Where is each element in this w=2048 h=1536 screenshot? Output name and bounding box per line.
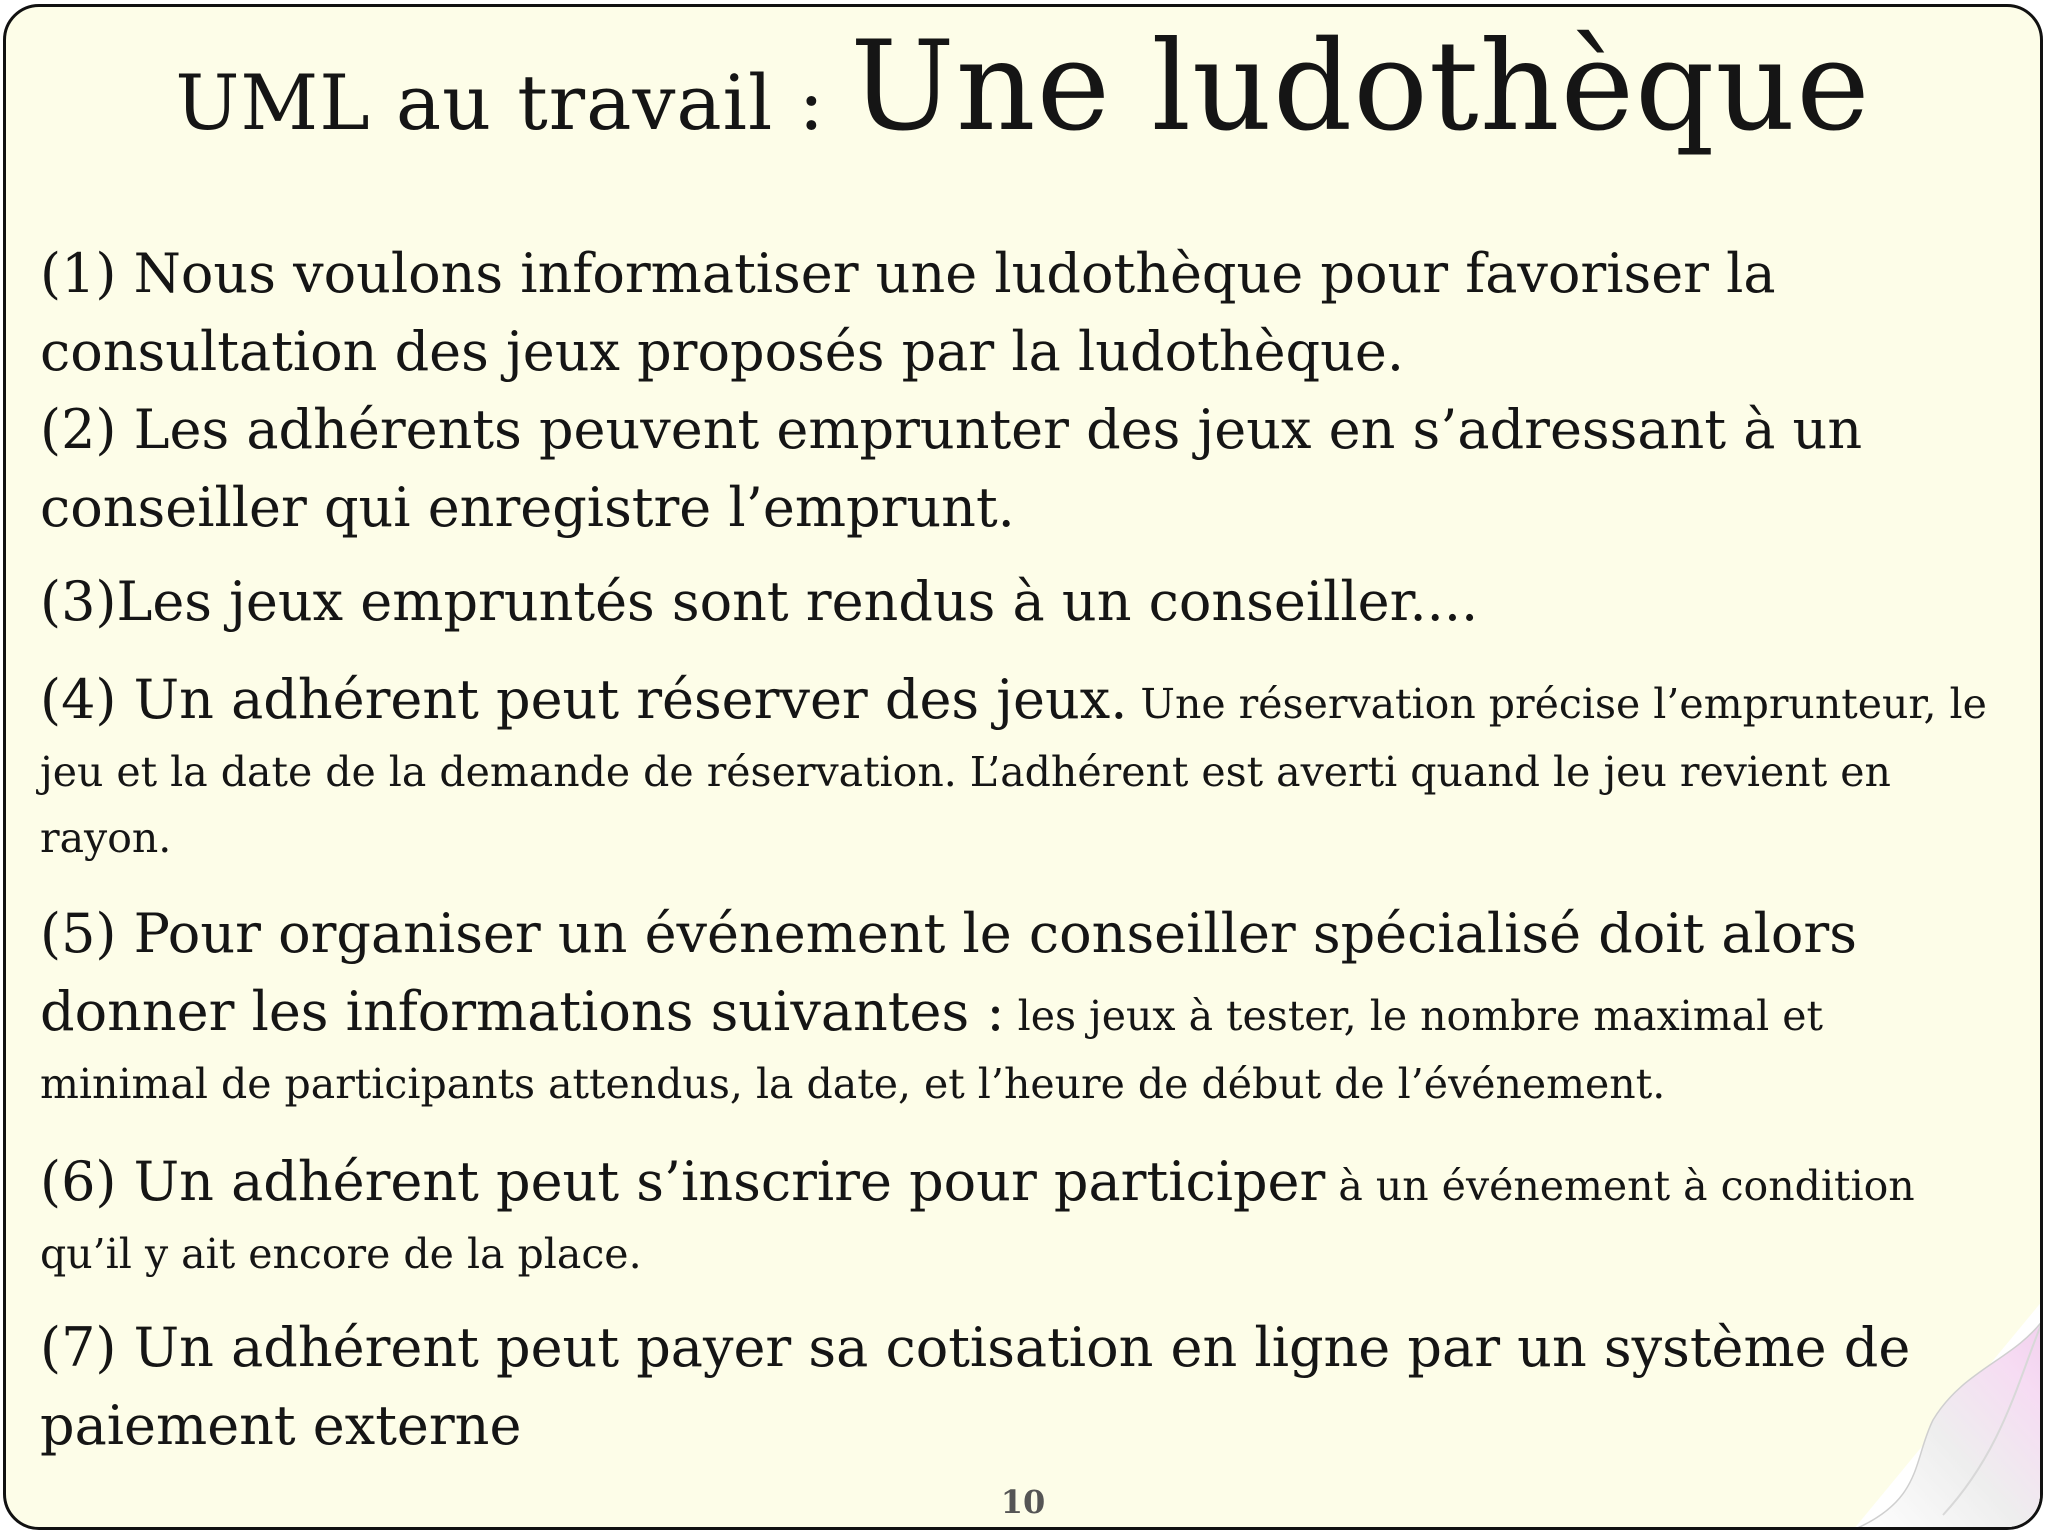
page-curl-icon xyxy=(1813,1300,2043,1530)
requirement-3 xyxy=(40,563,1990,641)
requirement-5-lead: (5) Pour organiser un événement le conseiller spécialisé doit alors donner les informations suivantes : xyxy=(40,902,1857,1043)
requirement-4-detail: Une réservation précise l’emprunteur, le jeu et la date de la demande de réservation. L’adhérent est averti quand le jeu revient en rayon. xyxy=(40,680,1987,862)
requirement-7-text: (7) Un adhérent peut payer sa cotisation en ligne par un système de paiement externe xyxy=(40,1316,1911,1457)
requirement-4-lead: (4) Un adhérent peut réserver des jeux. xyxy=(40,668,1128,731)
requirement-5-detail: les jeux à tester, le nombre maximal et minimal de participants attendus, la date, et l’heure de début de l’événement. xyxy=(40,992,1824,1108)
requirement-3-text: (3)Les jeux empruntés sont rendus à un conseiller.... xyxy=(40,570,1479,633)
title-main: Une ludothèque xyxy=(850,15,1871,159)
requirement-2-text: (2) Les adhérents peuvent emprunter des jeux en s’adressant à un conseiller qui enregistre l’emprunt. xyxy=(40,398,1863,539)
requirement-1 xyxy=(40,235,1990,391)
requirement-7 xyxy=(40,1309,1990,1465)
title-prefix: UML au travail : xyxy=(175,58,851,147)
requirement-4 xyxy=(40,661,1990,871)
slide xyxy=(3,4,2043,1530)
slide-body xyxy=(40,235,1990,1465)
requirement-2 xyxy=(40,391,1990,547)
page-number: 10 xyxy=(1000,1483,1046,1521)
requirement-6 xyxy=(40,1143,1990,1287)
requirement-1-text: (1) Nous voulons informatiser une ludothèque pour favoriser la consultation des jeux proposés par la ludothèque. xyxy=(40,242,1776,383)
requirement-6-lead: (6) Un adhérent peut s’inscrire pour participer xyxy=(40,1150,1326,1213)
requirement-6-detail: à un événement à condition qu’il y ait encore de la place. xyxy=(40,1162,1915,1278)
slide-title xyxy=(6,13,2040,162)
requirement-5 xyxy=(40,895,1990,1117)
